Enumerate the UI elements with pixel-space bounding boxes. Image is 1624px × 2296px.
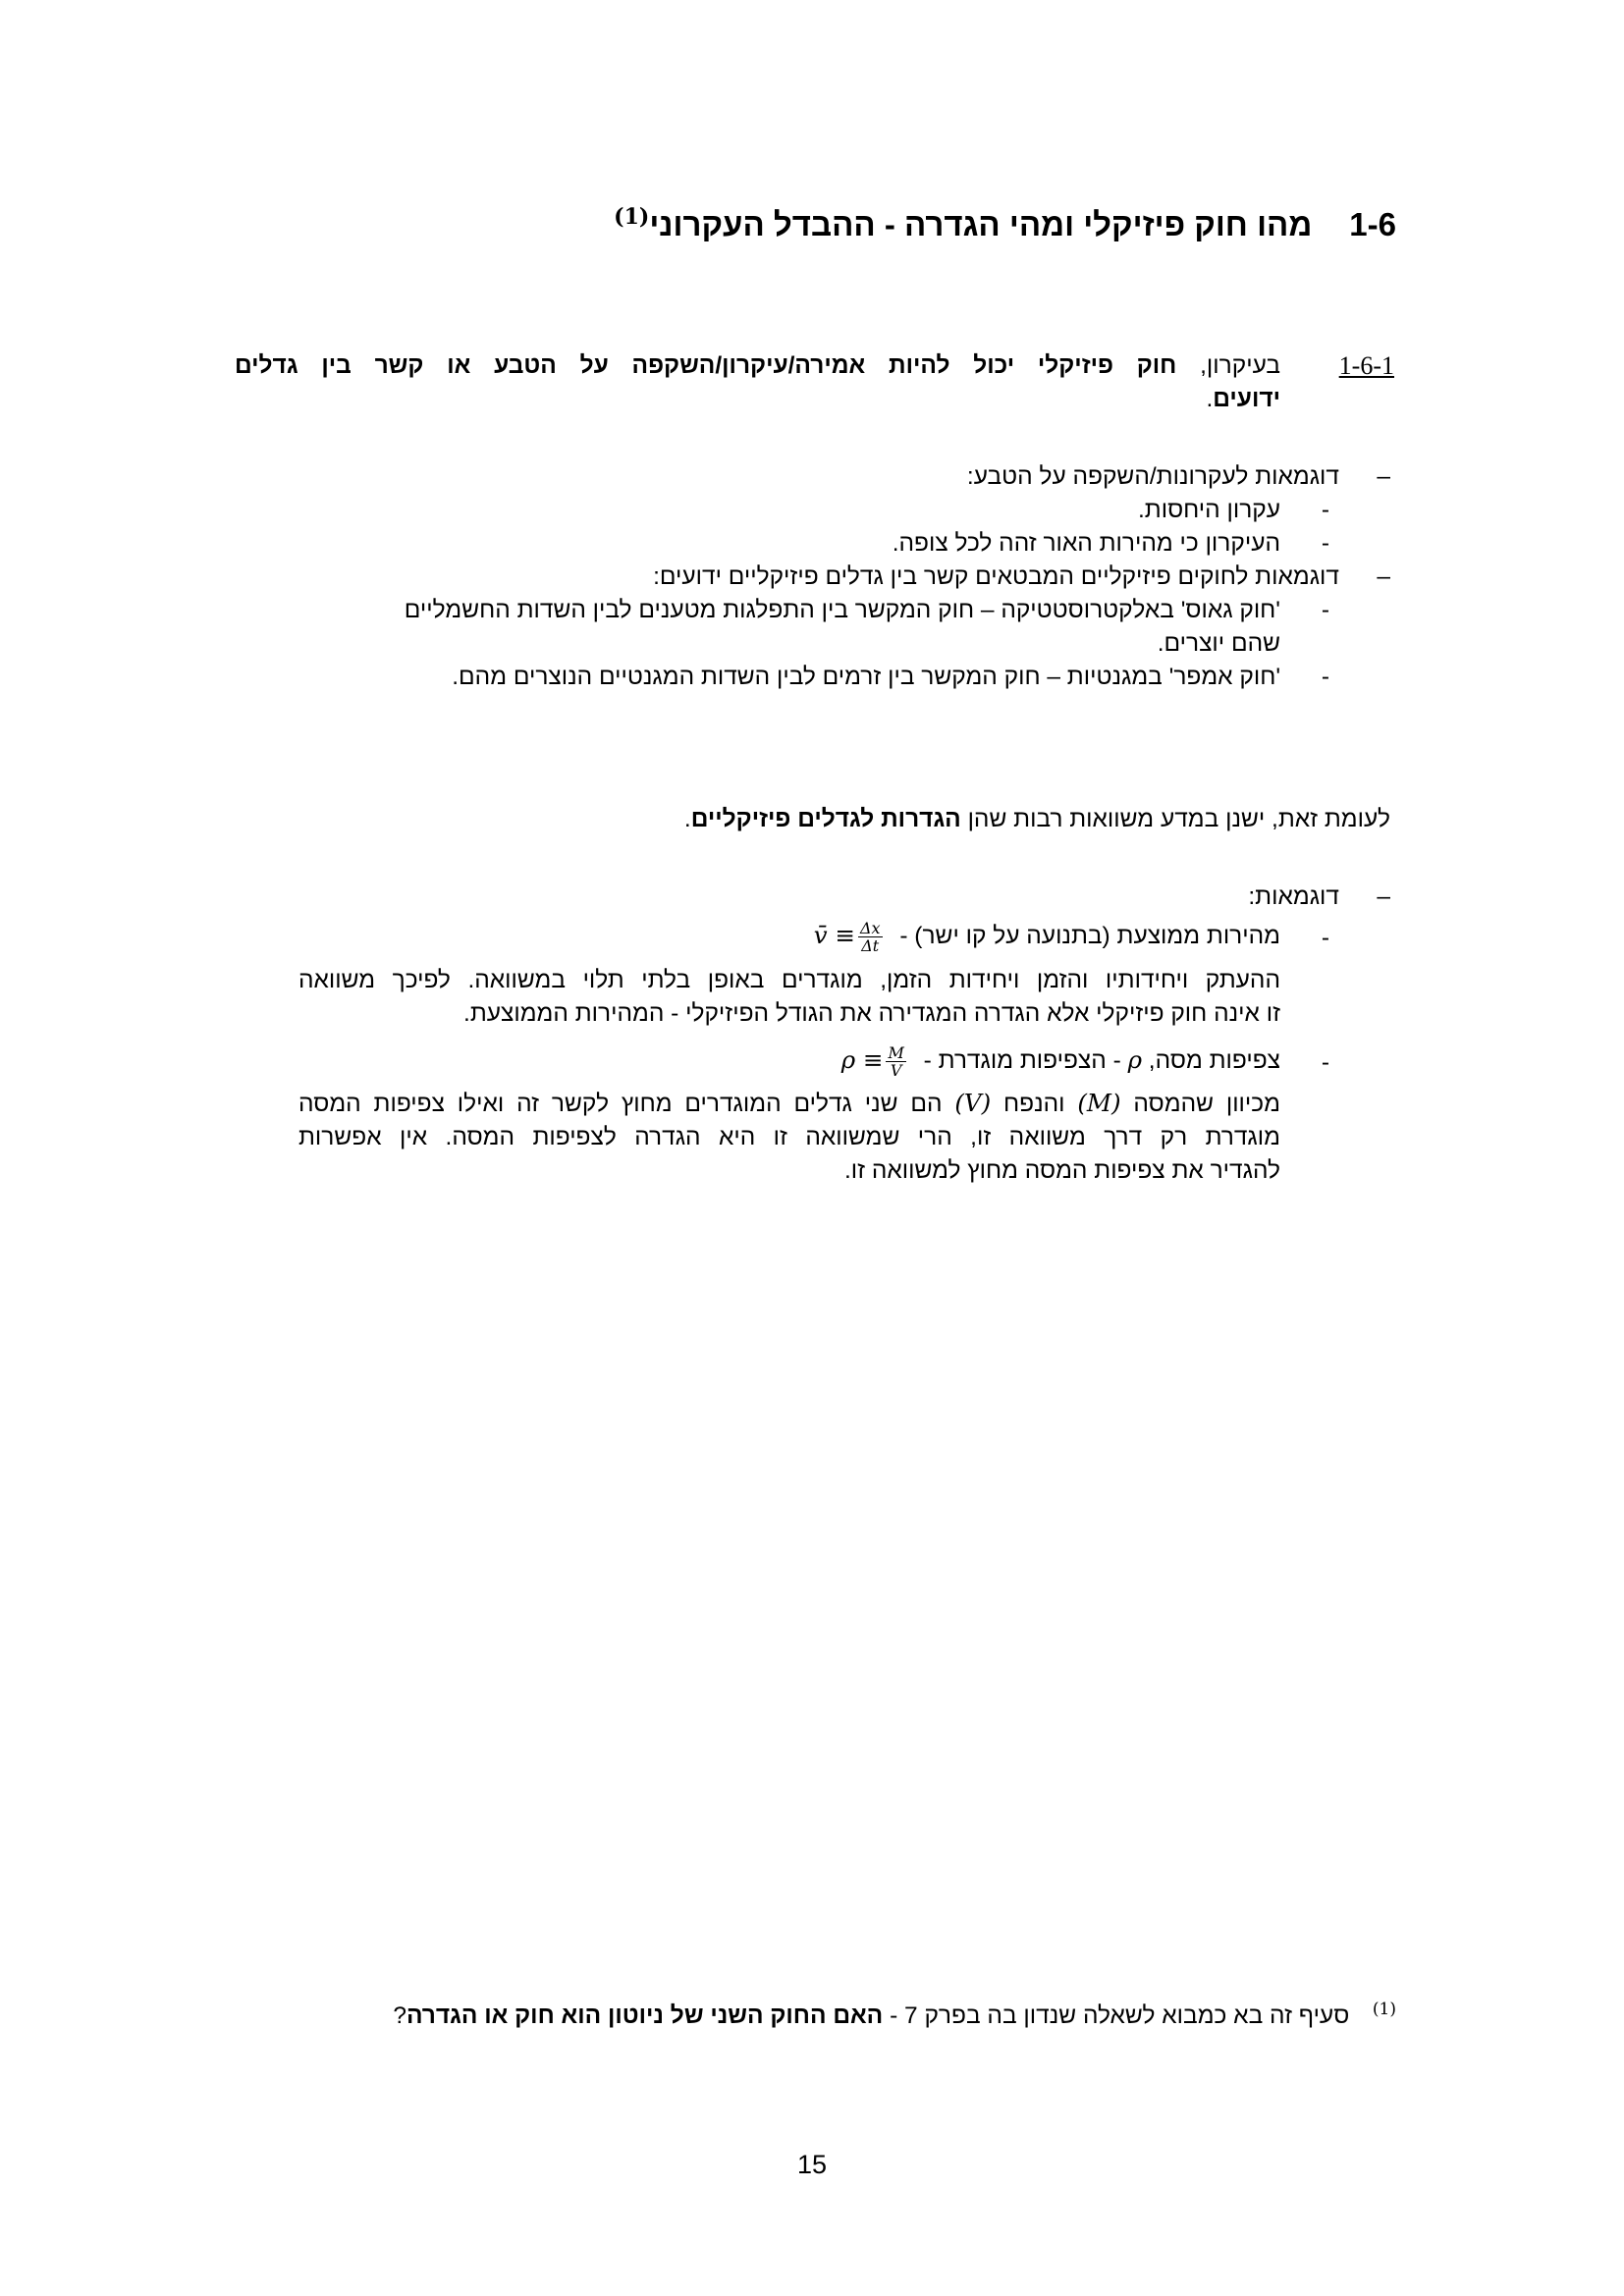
section-heading — [614, 204, 1396, 243]
sub-bullet: - — [1321, 530, 1329, 557]
heading-footnote-mark[interactable]: (1) — [614, 204, 650, 230]
law-definition-bold: חוק פיזיקלי יכול להיות אמירה/עיקרון/השקפה על הטבע או קשר בין גדלים — [235, 352, 1177, 379]
section-title: מהו חוק פיזיקלי ומהי הגדרה - ההבדל העקרוני — [649, 206, 1313, 242]
sub-list-item: 'חוק גאוס' באלקטרוסטטיקה – חוק המקשר בין התפלגות מטענים לבין השדות החשמליים — [404, 597, 1280, 623]
paragraph-1-line2: ידועים. — [1206, 386, 1280, 412]
sub-bullet: - — [1321, 1049, 1329, 1076]
sub-bullet: - — [1321, 597, 1329, 623]
example-density: צפיפות מסה, ρ - הצפיפות מוגדרת - ρ ≡ $\frac{M}{V}$ — [841, 1036, 1280, 1086]
density-explanation: מכיוון שהמסה (M) והנפח (V) הם שני גדלים המוגדרים מחוץ לקשר זה ואילו צפיפות המסה מוגדרת רק דרך משוואה זו, הרי שמשוואה זו היא הגדרה לצפיפות המסה. אין אפשרות להגדיר את צפיפות המסה מחוץ למשוואה זו. — [298, 1089, 1280, 1184]
velocity-formula: v̄ ≡ $\frac{\Delta x}{\Delta t}$ — [813, 919, 881, 956]
page-number: 15 — [796, 2150, 828, 2179]
list-bullet: – — [1377, 883, 1390, 910]
list-item: דוגמאות לחוקים פיזיקליים המבטאים קשר בין גדלים פיזיקליים ידועים: — [653, 563, 1339, 590]
sub-bullet: - — [1321, 925, 1329, 951]
sub-bullet: - — [1321, 497, 1329, 523]
footnote: $^{(1)}$ סעיף זה בא כמבוא לשאלה שנדון בה בפרק 7 - האם החוק השני של ניוטון הוא חוק או הגדרה? — [393, 2000, 1396, 2030]
examples-label: דוגמאות: — [1248, 883, 1339, 910]
sub-list-item: עקרון היחסות. — [1137, 497, 1280, 523]
density-fraction: $\frac{M}{V}$ — [888, 1043, 904, 1081]
section-number: 1-6 — [1349, 206, 1396, 242]
density-formula: ρ ≡ $\frac{M}{V}$ — [840, 1043, 904, 1081]
velocity-fraction: $\frac{\Delta x}{\Delta t}$ — [859, 919, 881, 956]
list-bullet: – — [1377, 563, 1390, 590]
footnote-mark: (1) — [1372, 2000, 1396, 2019]
list-item: דוגמאות לעקרונות/השקפה על הטבע: — [966, 463, 1339, 490]
paragraph-2: לעומת זאת, ישנן במדע משוואות רבות שהן הגדרות לגדלים פיזיקליים. — [683, 806, 1390, 832]
example-velocity: מהירות ממוצעת (בתנועה על קו ישר) - v̄ ≡ $\frac{\Delta x}{\Delta t}$ — [814, 911, 1280, 961]
subsection-number: 1-6-1 — [1338, 351, 1394, 380]
velocity-explanation: ההעתק ויחידותיו והזמן ויחידות הזמן, מוגדרים באופן בלתי תלוי במשוואה. לפיכך משוואה זו אינה חוק פיזיקלי אלא הגדרה המגדירה את הגודל הפיזיקלי - המהירות הממוצעת. — [298, 967, 1280, 1027]
sub-bullet: - — [1321, 664, 1329, 690]
paragraph-1: בעיקרון, חוק פיזיקלי יכול להיות אמירה/עיקרון/השקפה על הטבע או קשר בין גדלים — [235, 352, 1280, 379]
sub-list-item-cont: שהם יוצרים. — [1157, 630, 1280, 657]
sub-list-item: 'חוק אמפר' במגנטיות – חוק המקשר בין זרמים לבין השדות המגנטיים הנוצרים מהם. — [452, 664, 1280, 690]
footnote-bold: האם החוק השני של ניוטון הוא חוק או הגדרה — [406, 2002, 884, 2030]
definitions-bold: הגדרות לגדלים פיזיקליים — [690, 806, 961, 832]
sub-list-item: העיקרון כי מהירות האור זהה לכל צופה. — [892, 530, 1280, 557]
list-bullet: – — [1377, 463, 1390, 490]
